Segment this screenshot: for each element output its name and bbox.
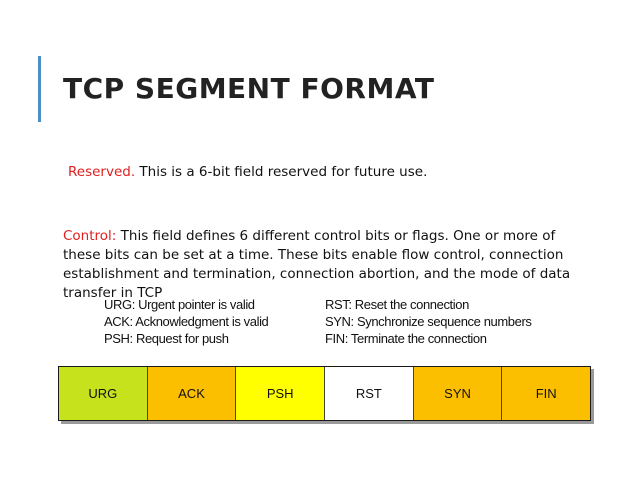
- flag-def-rst: RST: Reset the connection: [325, 297, 469, 312]
- control-text: This field defines 6 different control bits or flags. One or more of these bits can be set at a time. These bits enable flow control, connection establishment and termination, connection abortion, and the mode of data transfer in TCP: [63, 228, 571, 301]
- reserved-description: [68, 164, 427, 180]
- flag-cell-ack: ACK: [148, 367, 237, 420]
- flag-def-urg: URG: Urgent pointer is valid: [104, 297, 255, 312]
- flag-def-fin: FIN: Terminate the connection: [325, 331, 487, 346]
- control-label: Control:: [63, 228, 117, 244]
- control-description: [63, 227, 583, 303]
- title-accent-bar: [38, 56, 41, 122]
- flag-def-syn: SYN: Synchronize sequence numbers: [325, 314, 532, 329]
- reserved-label: Reserved.: [68, 164, 136, 180]
- control-flags-table: [58, 366, 591, 421]
- flag-cell-rst: RST: [325, 367, 414, 420]
- reserved-text: This is a 6-bit field reserved for future use.: [135, 164, 428, 180]
- flag-def-psh: PSH: Request for push: [104, 331, 229, 346]
- flag-cell-urg: URG: [59, 367, 148, 420]
- flag-cell-fin: FIN: [502, 367, 590, 420]
- flag-cell-psh: PSH: [236, 367, 325, 420]
- flag-cell-syn: SYN: [414, 367, 503, 420]
- slide-title: TCP SEGMENT FORMAT: [63, 72, 435, 105]
- flag-def-ack: ACK: Acknowledgment is valid: [104, 314, 269, 329]
